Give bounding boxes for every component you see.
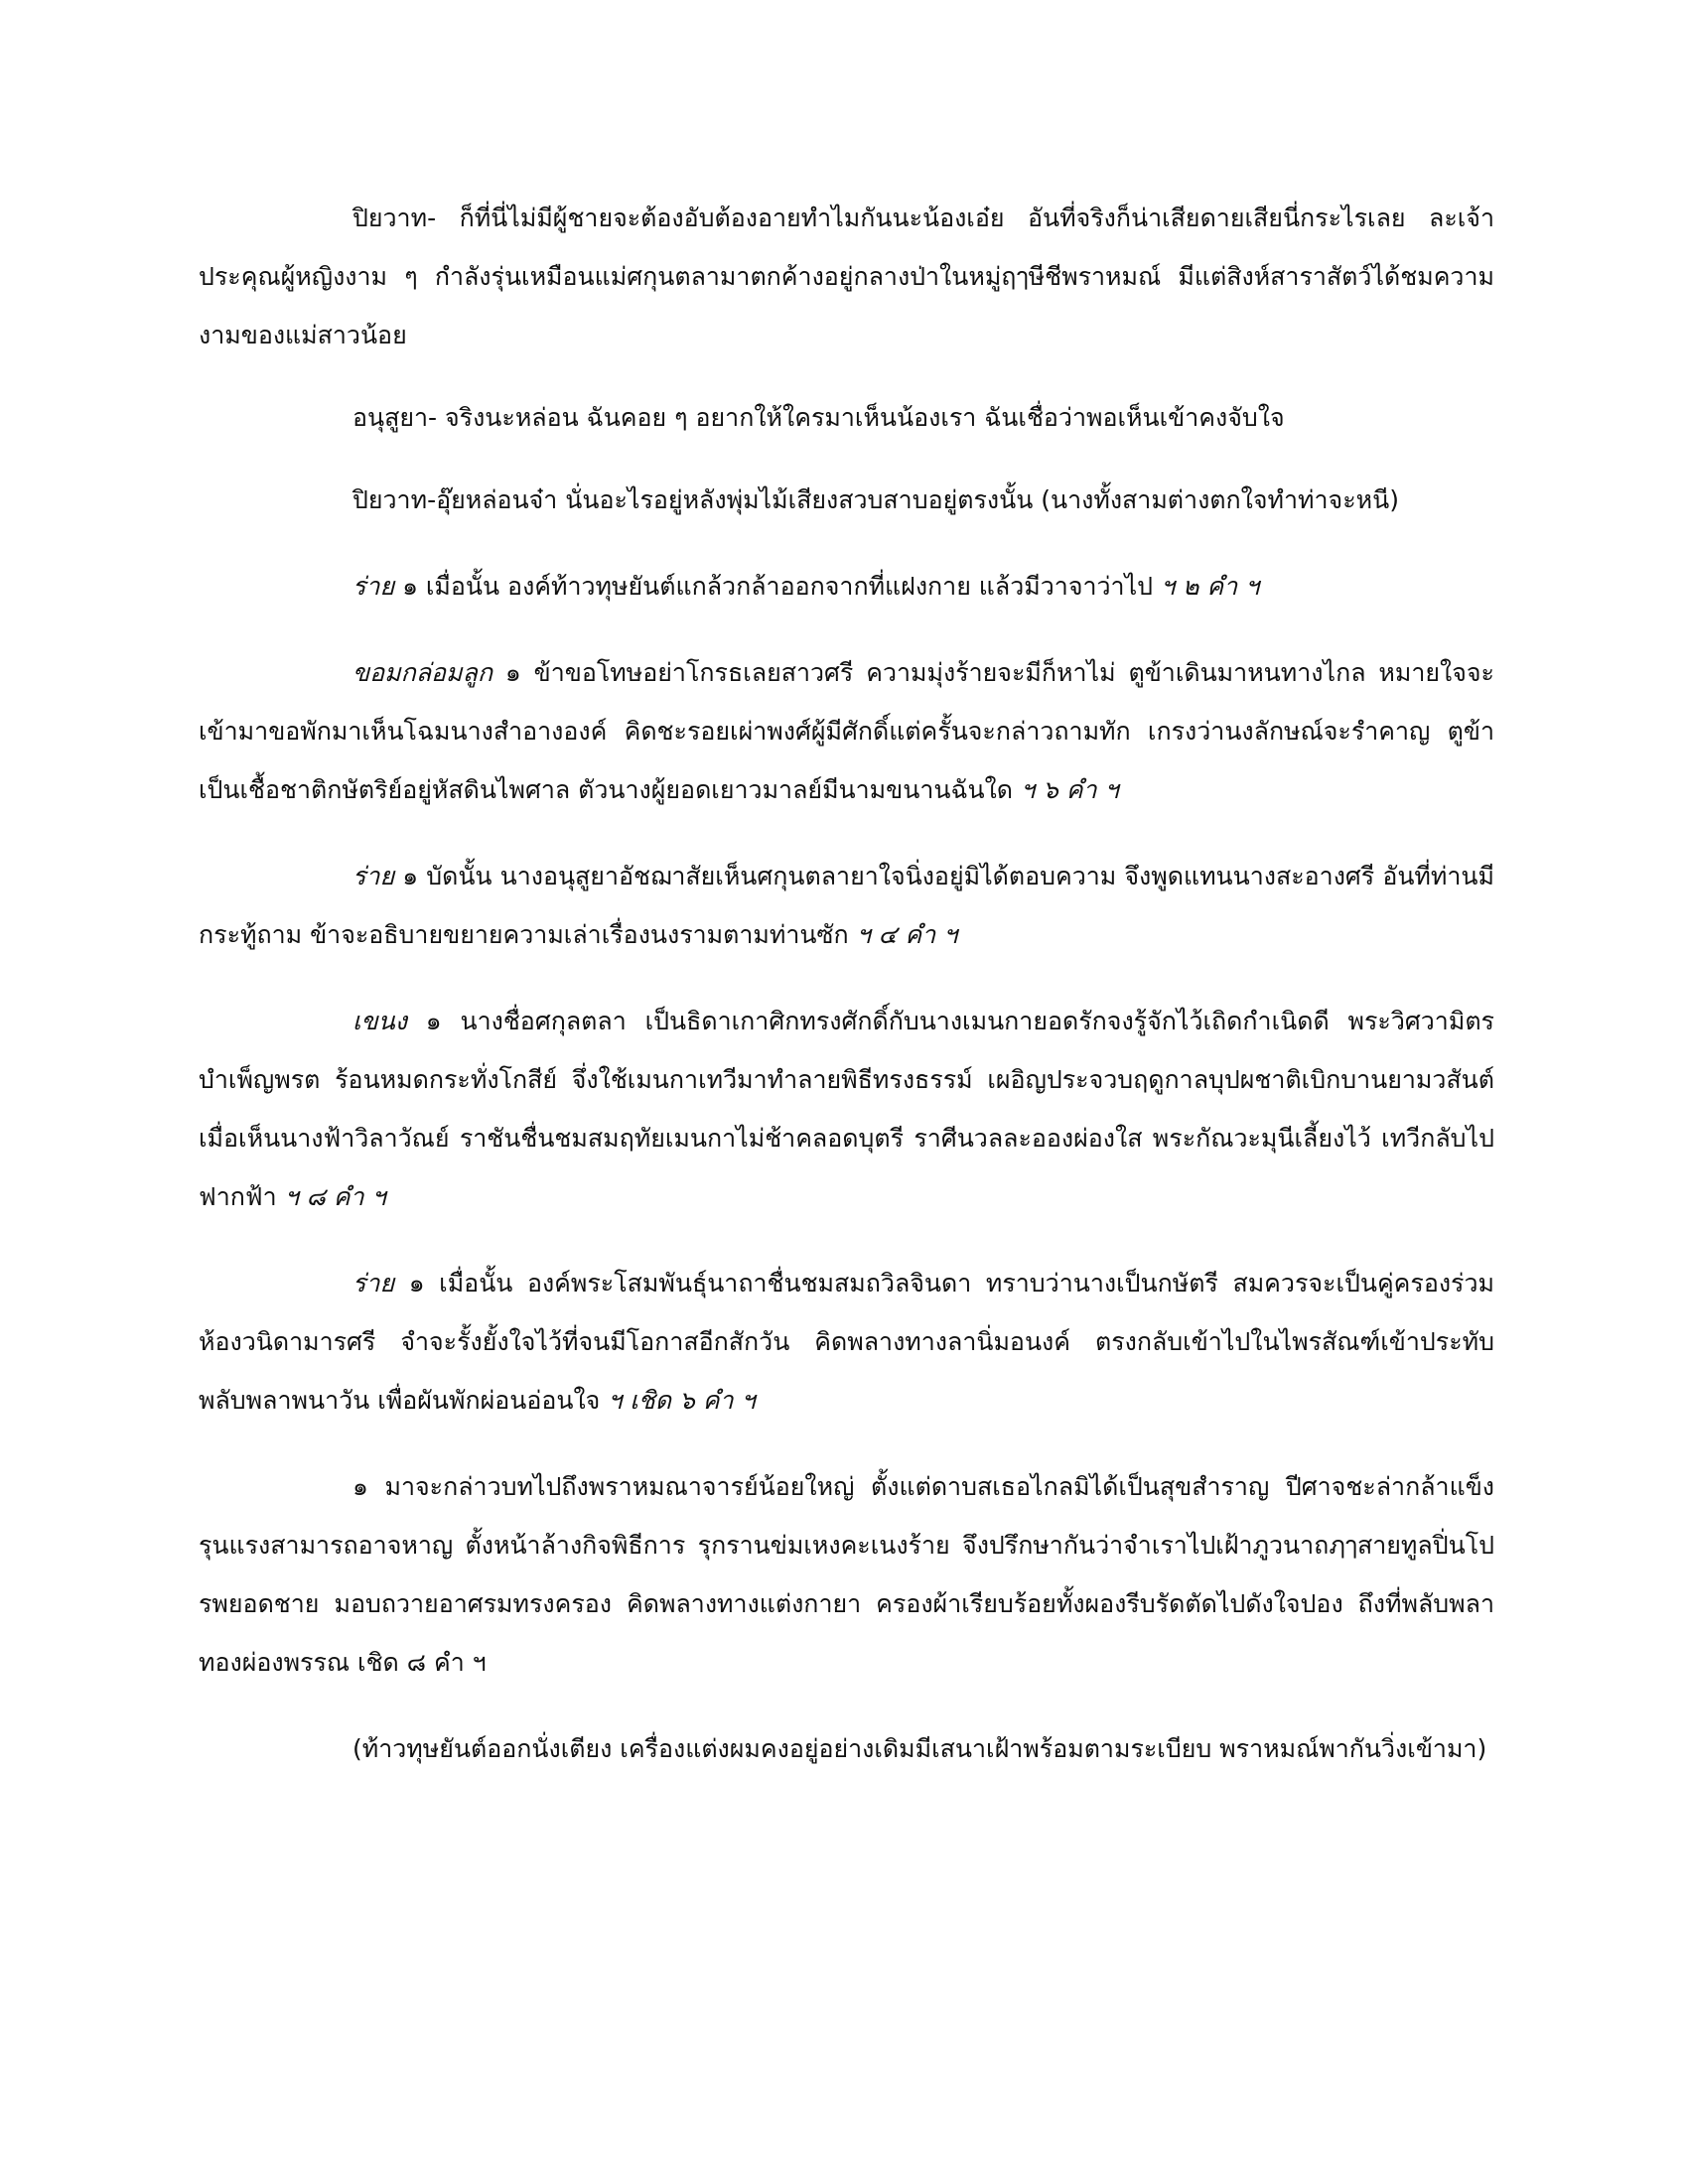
song-name: ขอมกล่อมลูก	[352, 658, 492, 687]
paragraph-anusuya	[199, 388, 1494, 447]
paragraph-text: ปิยวาท- ก็ที่นี่ไม่มีผู้ชายจะต้องอับต้องอายทำไมกันนะน้องเอ๋ย อันที่จริงก็น่าเสียดายเสียนี่กระไรเลย ละเจ้าประคุณผู้หญิงงาม ๆ กำลังรุ่นเหมือนแม่ศกุนตลามาตกค้างอยู่กลางป่าในหมู่ฤๅษีชีพราหมณ์ มีแต่สิงห์สาราสัตว์ได้ชมความงามของแม่สาวน้อย	[199, 204, 1494, 349]
paragraph-text: ๑ นางชื่อศกุลตลา เป็นธิดาเกาศิกทรงศักดิ์กับนางเมนกายอดรักจงรู้จักไว้เถิดกำเนิดดี พระวิศวามิตรบำเพ็ญพรต ร้อนหมดกระทั่งโกสีย์ จึ่งใช้เมนกาเทวีมาทำลายพิธีทรงธรรม์ เผอิญประจวบฤดูกาลบุปผชาติเบิกบานยามวสันต์ เมื่อเห็นนางฟ้าวิลาวัณย์ ราชันชื่นชมสมฤทัยเมนกาไม่ช้าคลอดบุตรี ราศีนวลละอองผ่องใส พระกัณวะมุนีเลี้ยงไว้ เทวีกลับไปฟากฟ้า	[199, 1007, 1494, 1211]
paragraph-text: ๑ เมื่อนั้น องค์ท้าวทุษยันต์แกล้วกล้าออกจากที่แฝงกาย แล้วมีวาจาว่าไป	[394, 572, 1161, 601]
paragraph-rai-2	[199, 847, 1494, 964]
paragraph-stage-direction	[199, 1719, 1494, 1778]
paragraph-rai-3	[199, 1254, 1494, 1430]
verse-count: ฯ ๒ คำ ฯ	[1160, 572, 1260, 601]
paragraph-piyawat-1	[199, 189, 1494, 364]
play-script-body	[199, 189, 1494, 1778]
song-name: เขนง	[352, 1007, 407, 1035]
song-name: ร่าย	[352, 1269, 395, 1297]
song-name: ร่าย	[352, 862, 395, 890]
paragraph-text: ๑ เมื่อนั้น องค์พระโสมพันธุ์นาถาชื่นชมสมถวิลจินดา ทราบว่านางเป็นกษัตรี สมควรจะเป็นคู่ครองร่วมห้องวนิดามารศรี จำจะรั้งยั้งใจไว้ที่จนมีโอกาสอีกสักวัน คิดพลางทางลานิ่มอนงค์ ตรงกลับเข้าไปในไพรสัณฑ์เข้าประทับพลับพลาพนาวัน เพื่อผันพักผ่อนอ่อนใจ	[199, 1269, 1494, 1415]
paragraph-text: ปิยวาท-อุ๊ยหล่อนจ๋า นั่นอะไรอยู่หลังพุ่มไม้เสียงสวบสาบอยู่ตรงนั้น (นางทั้งสามต่างตกใจทำท่าจะหนี)	[352, 485, 1399, 514]
verse-count: ฯ ๘ คำ ฯ	[284, 1182, 386, 1211]
verse-count: ฯ ๖ คำ ฯ	[1020, 775, 1119, 804]
paragraph-text: (ท้าวทุษยันต์ออกนั่งเตียง เครื่องแต่งผมคงอยู่อย่างเดิมมีเสนาเฝ้าพร้อมตามระเบียบ พราหมณ์พากันวิ่งเข้ามา)	[352, 1734, 1487, 1763]
paragraph-piyawat-2	[199, 471, 1494, 529]
verse-count: ฯ เชิด ๖ คำ ฯ	[608, 1386, 756, 1415]
verse-count: ฯ ๔ คำ ฯ	[856, 920, 958, 949]
paragraph-text: อนุสูยา- จริงนะหล่อน ฉันคอย ๆ อยากให้ใครมาเห็นน้องเรา ฉันเชื่อว่าพอเห็นเข้าคงจับใจ	[352, 403, 1285, 432]
paragraph-khanong	[199, 992, 1494, 1226]
paragraph-text: ๑ มาจะกล่าวบทไปถึงพราหมณาจารย์น้อยใหญ่ ตั้งแต่ดาบสเธอไกลมิได้เป็นสุขสำราญ ปีศาจชะล่ากล้าแข็งรุนแรงสามารถอาจหาญ ตั้งหน้าล้างกิจพิธีการ รุกรานข่มเหงคะเนงร้าย จึงปรึกษากันว่าจำเราไปเฝ้าภูวนาถฦๅสายทูลปิ่นโปรพยอดชาย มอบถวายอาศรมทรงครอง คิดพลางทางแต่งกายา ครองผ้าเรียบร้อยทั้งผองรีบรัดตัดไปดังใจปอง ถึงที่พลับพลาทองผ่องพรรณ เชิด ๘ คำ ฯ	[199, 1472, 1494, 1677]
paragraph-rai-1	[199, 557, 1494, 615]
paragraph-brahmins	[199, 1457, 1494, 1692]
paragraph-text: ๑ ข้าขอโทษอย่าโกรธเลยสาวศรี ความมุ่งร้ายจะมีก็หาไม่ ตูข้าเดินมาหนทางไกล หมายใจจะเข้ามาขอพักมาเห็นโฉมนางสำอางองค์ คิดชะรอยเผ่าพงศ์ผู้มีศักดิ์แต่ครั้นจะกล่าวถามทัก เกรงว่านงลักษณ์จะรำคาญ ตูข้าเป็นเชื้อชาติกษัตริย์อยู่หัสดินไพศาล ตัวนางผู้ยอดเยาวมาลย์มีนามขนานฉันใด	[199, 658, 1494, 804]
song-name: ร่าย	[352, 572, 395, 601]
paragraph-khom-klom-luk	[199, 643, 1494, 819]
paragraph-text: ๑ บัดนั้น นางอนุสูยาอัชฌาสัยเห็นศกุนตลายาใจนิ่งอยู่มิได้ตอบความ จึงพูดแทนนางสะอางศรี อันที่ท่านมีกระทู้ถาม ข้าจะอธิบายขยายความเล่าเรื่องนงรามตามท่านซัก	[199, 862, 1494, 949]
